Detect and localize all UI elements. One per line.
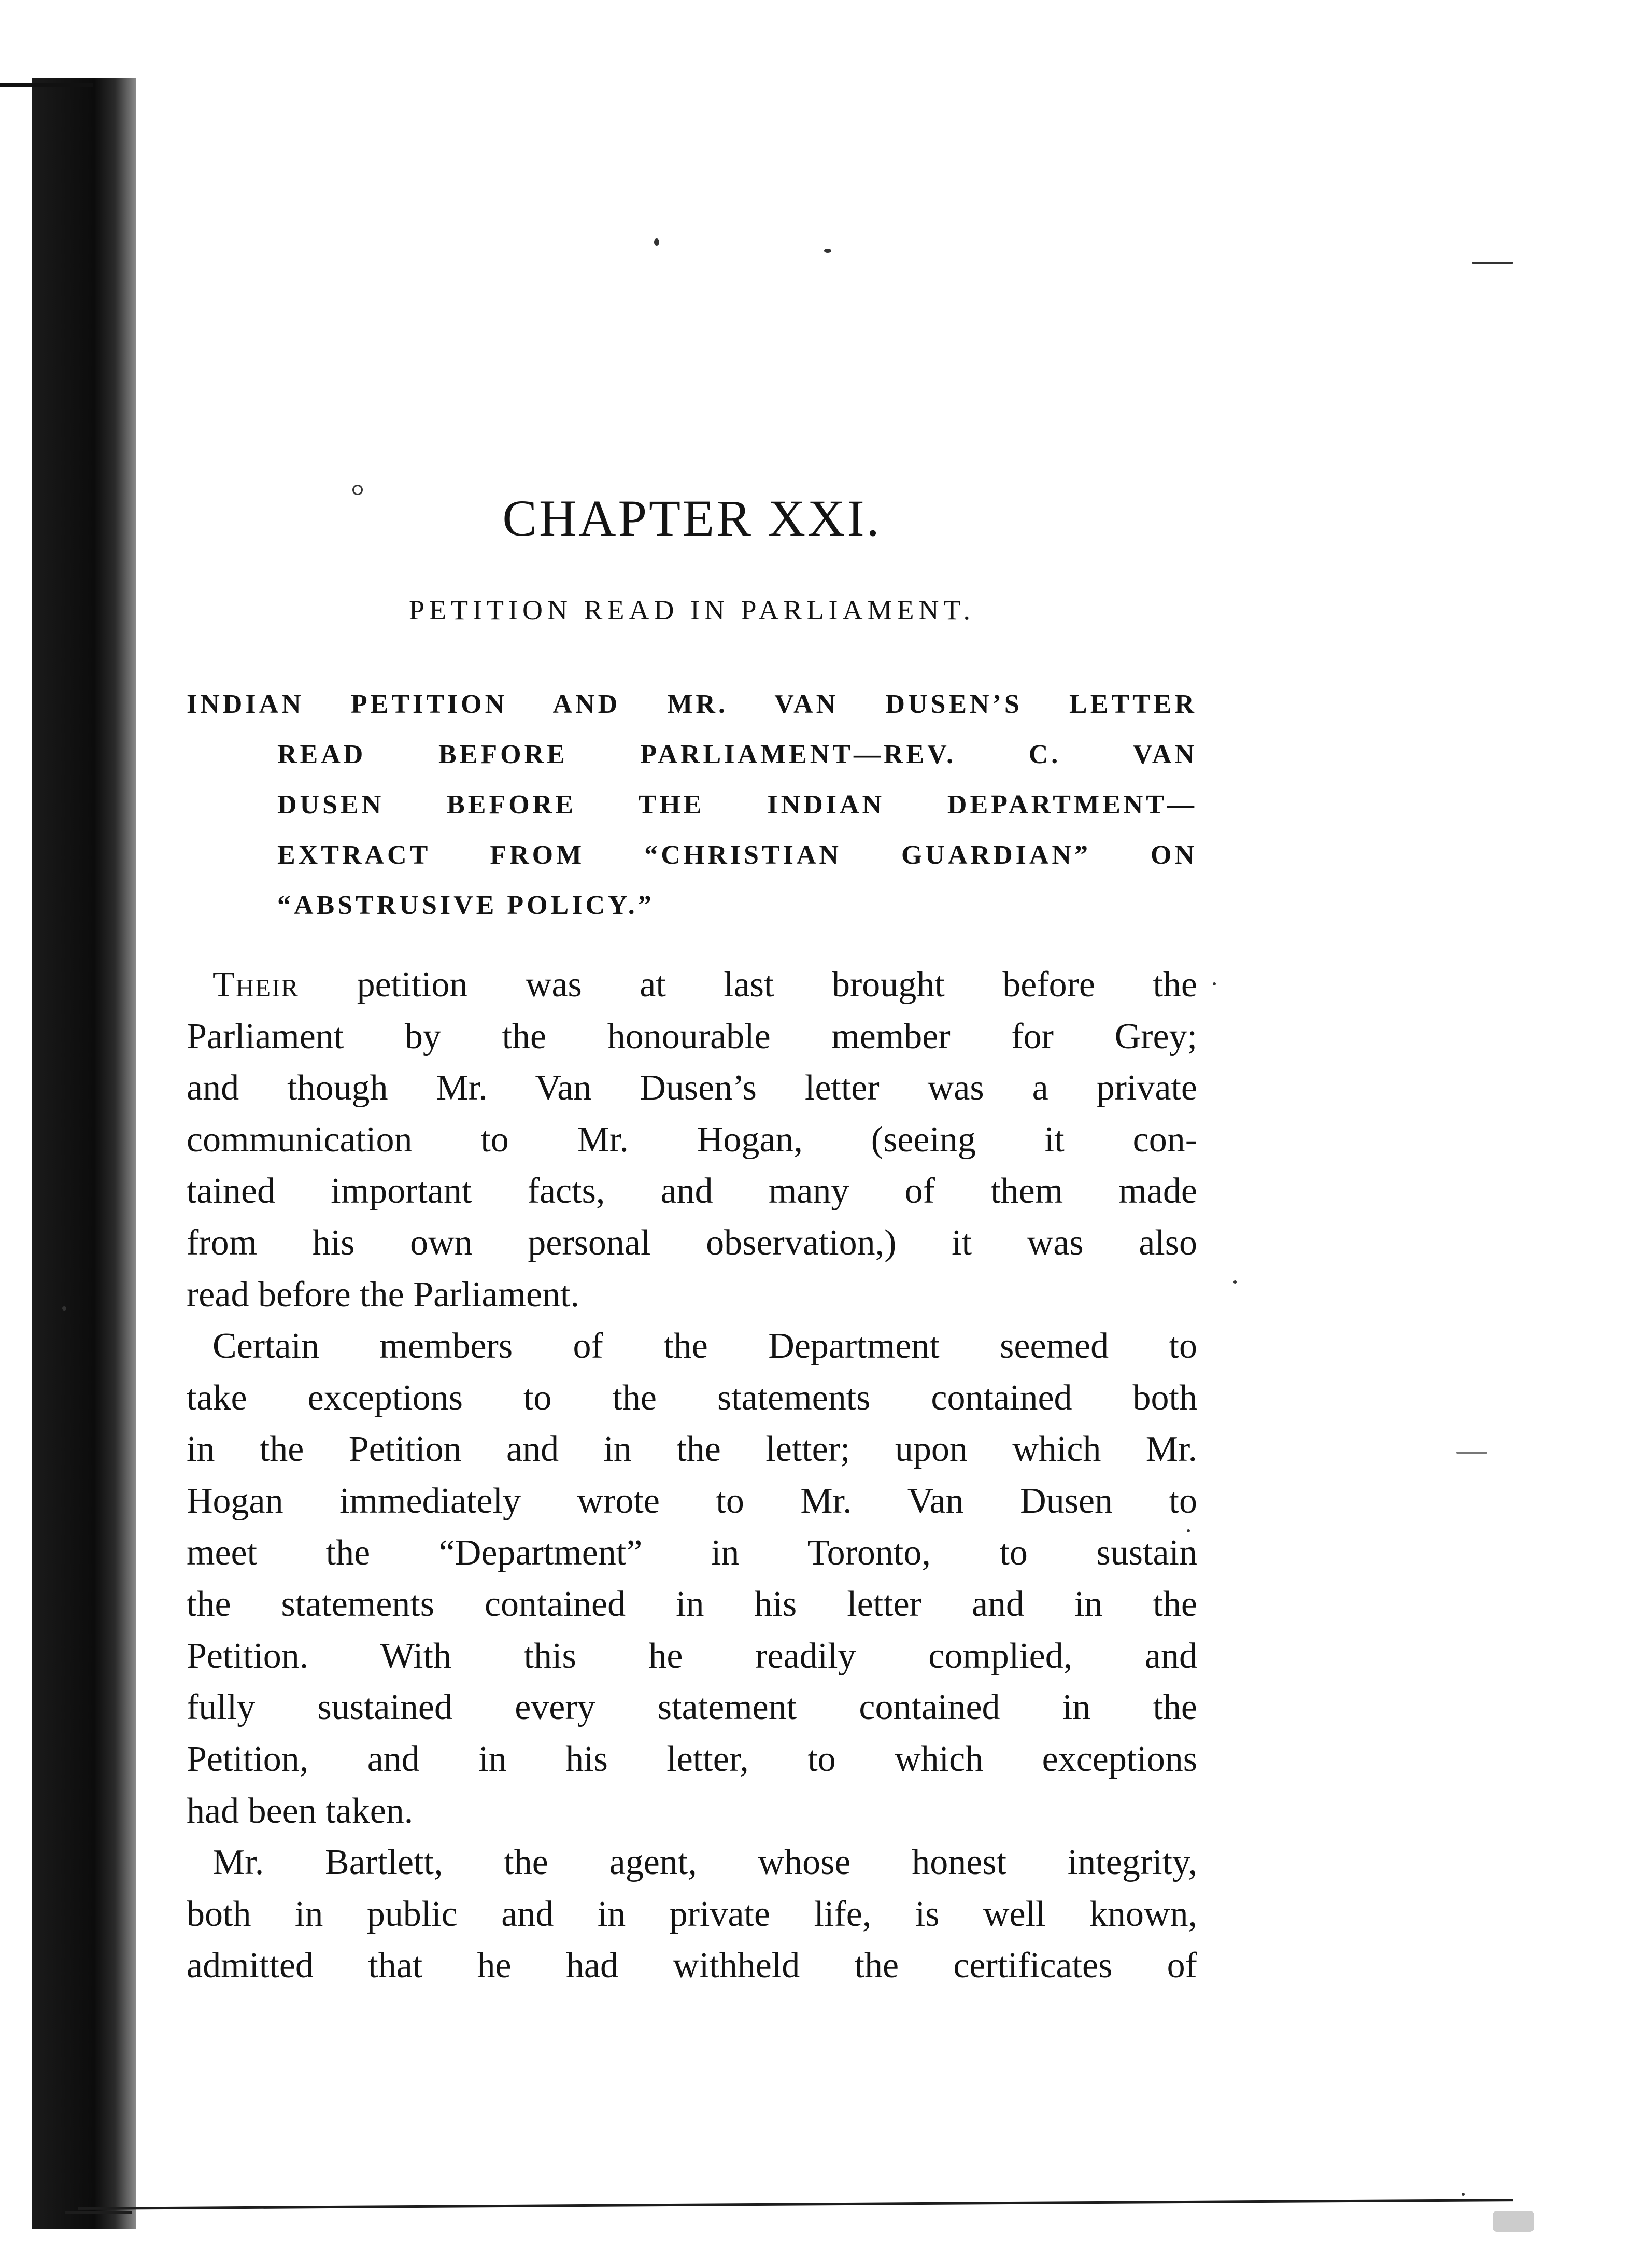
body-line: communication to Mr. Hogan, (seeing it con-: [187, 1119, 1197, 1160]
body-line: Hogan immediately wrote to Mr. Van Dusen to: [187, 1481, 1197, 1521]
body-line: from his own personal observation,) it was also: [187, 1222, 1197, 1263]
scan-speck: [62, 1306, 66, 1311]
chapter-body: [187, 959, 1197, 1992]
page-bottom-edge: [78, 2199, 1513, 2210]
scan-speck: [1233, 1280, 1237, 1284]
body-line: admitted that he had withheld the certificates of: [187, 1946, 1197, 1986]
body-line-text: petition was at last brought before the: [299, 965, 1197, 1005]
chapter-title: CHAPTER XXI.: [502, 489, 882, 547]
body-line: read before the Parliament.: [187, 1274, 579, 1315]
spine-top-edge: [0, 83, 93, 87]
scan-speck: [654, 238, 659, 246]
summary-line: EXTRACT FROM “CHRISTIAN GUARDIAN” ON: [277, 840, 1197, 870]
scan-speck: [1472, 262, 1513, 264]
paragraph-first-line: [187, 959, 1197, 1011]
body-line: the statements contained in his letter and in the: [187, 1584, 1197, 1625]
body-line: Mr. Bartlett, the agent, whose honest integrity,: [212, 1842, 1197, 1883]
body-line: meet the “Department” in Toronto, to sustain: [187, 1532, 1197, 1573]
scan-speck: [1213, 982, 1216, 985]
body-line: and though Mr. Van Dusen’s letter was a private: [187, 1068, 1197, 1108]
body-line: tained important facts, and many of them made: [187, 1171, 1197, 1212]
summary-line: INDIAN PETITION AND MR. VAN DUSEN’S LETTER: [187, 689, 1197, 719]
chapter-subtitle: PETITION READ IN PARLIAMENT.: [409, 595, 975, 626]
paragraph-lead-word: Their: [212, 965, 300, 1005]
summary-line: DUSEN BEFORE THE INDIAN DEPARTMENT—: [277, 790, 1197, 820]
summary-line: READ BEFORE PARLIAMENT—REV. C. VAN: [277, 740, 1197, 769]
body-line: Certain members of the Department seemed to: [212, 1326, 1197, 1367]
body-line: fully sustained every statement contained in the: [187, 1687, 1197, 1728]
page-bottom-edge-tail: [65, 2211, 132, 2214]
body-line: take exceptions to the statements contained both: [187, 1377, 1197, 1418]
page-spine-shadow: [32, 78, 136, 2229]
body-line: Petition, and in his letter, to which exceptions: [187, 1739, 1197, 1779]
body-line: both in public and in private life, is well known,: [187, 1894, 1197, 1934]
body-line: Petition. With this he readily complied, and: [187, 1636, 1197, 1676]
scan-speck: [1493, 2211, 1534, 2232]
body-line: had been taken.: [187, 1791, 414, 1831]
scan-speck: [1462, 2193, 1465, 2196]
chapter-summary: [187, 679, 1197, 931]
scan-speck: [1456, 1452, 1487, 1454]
body-line: Parliament by the honourable member for Grey;: [187, 1016, 1197, 1056]
scan-speck: [824, 249, 831, 253]
summary-line: “ABSTRUSIVE POLICY.”: [277, 891, 655, 920]
body-line: in the Petition and in the letter; upon which Mr.: [187, 1429, 1197, 1470]
